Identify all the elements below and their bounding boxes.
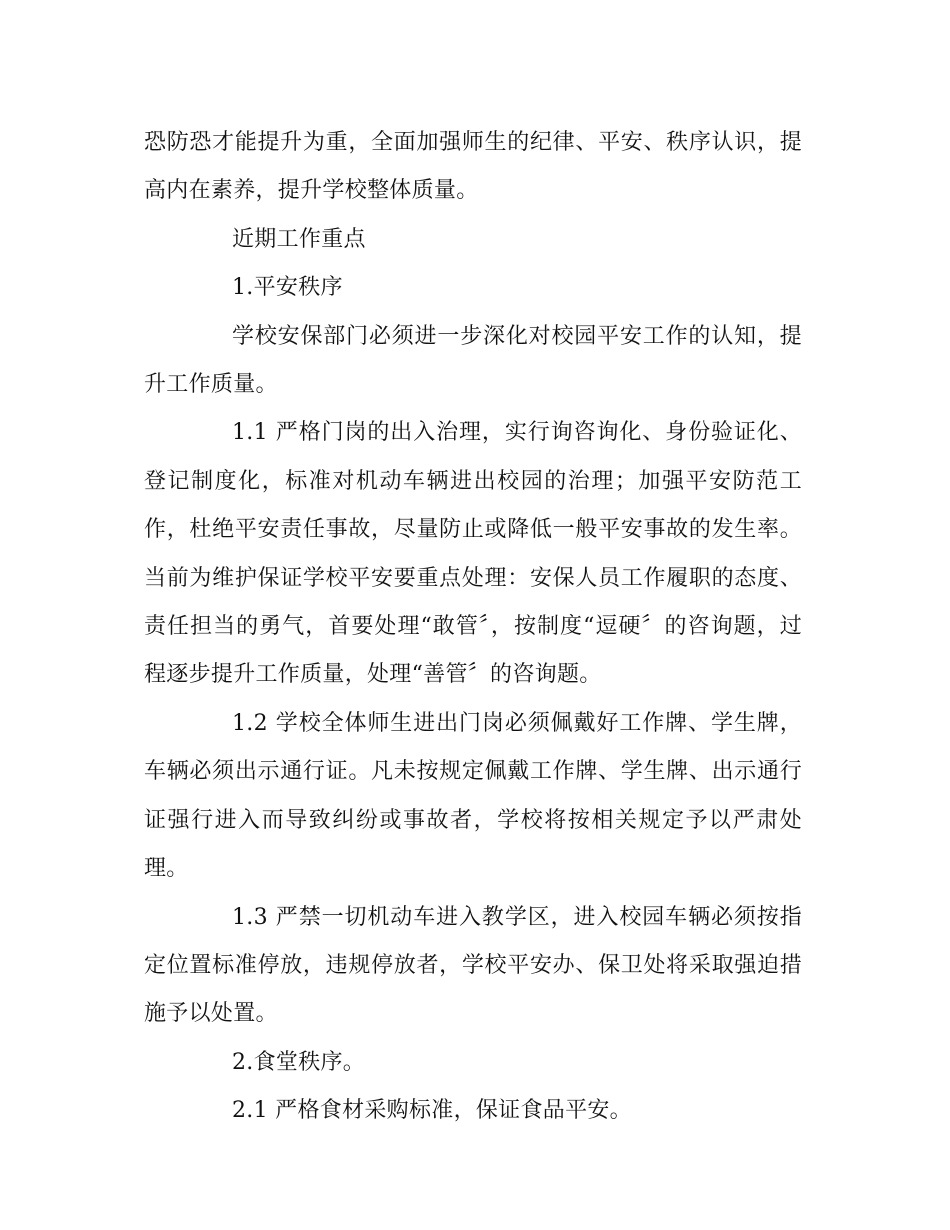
paragraph-safety-intro: 学校安保部门必须进一步深化对校园平安工作的认知，提升工作质量。 <box>144 323 802 398</box>
document-body <box>144 119 802 1136</box>
heading-recent-work-focus: 近期工作重点 <box>232 226 366 252</box>
paragraph-item-1-2: 1.2 学校全体师生进出门岗必须佩戴好工作牌、学生牌，车辆必须出示通行证。凡未按规定佩戴工作牌、学生牌、出示通行证强行进入而导致纠纷或事故者，学校将按相关规定予以严肃处理。 <box>144 710 802 882</box>
heading-safety-order: 1.平安秩序 <box>232 275 343 301</box>
paragraph-item-1-1: 1.1 严格门岗的出入治理，实行询咨询化、身份验证化、登记制度化，标准对机动车辆进出校园的治理；加强平安防范工作，杜绝平安责任事故，尽量防止或降低一般平安事故的发生率。当前为维护保证学校平安要重点处理：安保人员工作履职的态度、责任担当的勇气，首要处理“敢管〞，按制度“逗硬〞的咨询题，过程逐步提升工作质量，处理“善管〞的咨询题。 <box>144 420 802 688</box>
heading-canteen-order: 2.食堂秩序。 <box>232 1049 366 1075</box>
paragraph-item-1-3: 1.3 严禁一切机动车进入教学区，进入校园车辆必须按指定位置标准停放，违规停放者，学校平安办、保卫处将采取强迫措施予以处置。 <box>144 904 802 1027</box>
paragraph-item-2-1: 2.1 严格食材采购标准，保证食品平安。 <box>232 1098 632 1124</box>
paragraph-intro-continuation: 恐防恐才能提升为重，全面加强师生的纪律、平安、秩序认识，提高内在素养，提升学校整体质量。 <box>144 130 802 204</box>
